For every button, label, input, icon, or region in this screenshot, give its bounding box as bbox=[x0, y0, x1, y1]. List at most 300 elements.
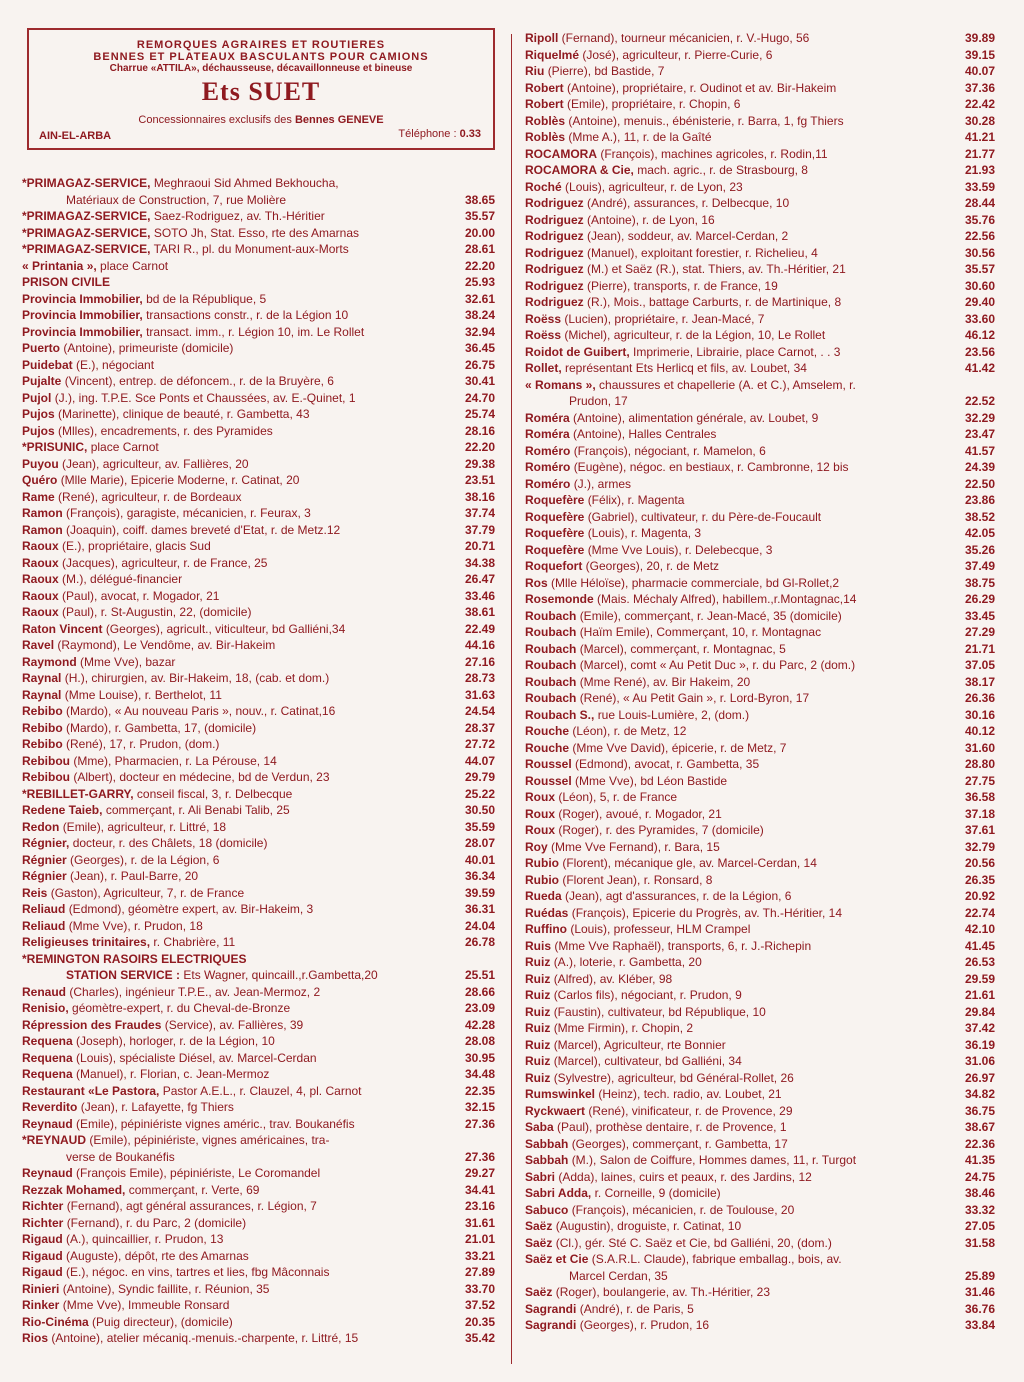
entry-name: Rodriguez bbox=[525, 229, 584, 243]
directory-entry bbox=[22, 1165, 495, 1182]
entry-text bbox=[525, 96, 956, 113]
directory-entry bbox=[22, 472, 495, 489]
entry-phone-number: 37.36 bbox=[964, 80, 995, 95]
entry-name: Roux bbox=[525, 790, 555, 804]
entry-text bbox=[525, 905, 956, 922]
entry-details: Marcel Cerdan, 35 bbox=[569, 1268, 668, 1283]
entry-name: Ruiz bbox=[525, 1037, 551, 1052]
entry-name: Roussel bbox=[525, 757, 572, 771]
entry-details: (Mme Louise), r. Berthelot, 11 bbox=[64, 687, 222, 702]
entry-phone-number: 27.36 bbox=[464, 1116, 495, 1131]
entry-text bbox=[22, 1182, 456, 1199]
entry-name: Roméro bbox=[525, 443, 571, 458]
directory-entry bbox=[22, 439, 495, 456]
directory-entry bbox=[22, 1314, 495, 1331]
entry-phone-number: 30.41 bbox=[464, 374, 495, 388]
directory-entry bbox=[22, 489, 495, 506]
entry-text bbox=[525, 459, 956, 476]
entry-phone-number: 39.59 bbox=[464, 885, 495, 900]
entry-name: Pujalte bbox=[22, 374, 62, 388]
entry-phone-number: 34.38 bbox=[464, 555, 495, 570]
entry-phone-number: 38.24 bbox=[464, 308, 495, 322]
ad-phone-label: Téléphone : bbox=[398, 128, 460, 140]
entry-name: Ravel bbox=[22, 638, 55, 652]
entry-text bbox=[22, 175, 456, 192]
entry-phone-number: 24.75 bbox=[964, 1169, 995, 1184]
entry-text bbox=[22, 324, 456, 341]
directory-entry bbox=[525, 245, 995, 262]
entry-details: (Antoine), menuis., ébénisterie, r. Barra, 1, fg Thiers bbox=[568, 113, 844, 128]
entry-text bbox=[525, 80, 956, 97]
directory-entry bbox=[525, 212, 995, 229]
directory-entry bbox=[22, 819, 495, 836]
entry-name: Rodriguez bbox=[525, 262, 584, 276]
directory-entry bbox=[525, 443, 995, 460]
entry-details: (Faustin), cultivateur, bd République, 10 bbox=[553, 1004, 766, 1019]
entry-phone-number: 36.75 bbox=[964, 1103, 995, 1118]
entry-phone-number: 28.61 bbox=[464, 242, 495, 256]
entry-text bbox=[525, 1185, 956, 1202]
entry-phone-number: 38.65 bbox=[464, 192, 495, 207]
entry-details: (Jean), soddeur, av. Marcel-Cerdan, 2 bbox=[587, 229, 789, 243]
entry-name: Roubach bbox=[525, 625, 577, 639]
entry-details: (E.), propriétaire, glacis Sud bbox=[62, 539, 211, 553]
directory-entry bbox=[525, 558, 995, 575]
entry-name: Richter bbox=[22, 1215, 64, 1230]
entry-details: (Antoine), primeuriste (domicile) bbox=[63, 341, 234, 355]
entry-details: (Jean), r. Paul-Barre, 20 bbox=[70, 869, 199, 883]
entry-phone-number: 38.61 bbox=[464, 605, 495, 619]
entry-details: (M.) et Saëz (R.), stat. Thiers, av. Th.-Héritier, 21 bbox=[587, 262, 846, 276]
entry-details: (Mardo), r. Gambetta, 17, (domicile) bbox=[66, 720, 257, 735]
entry-details: (François), machines agricoles, r. Rodin,11 bbox=[600, 146, 828, 161]
entry-text bbox=[525, 1284, 956, 1301]
entry-text bbox=[22, 687, 456, 704]
entry-name: Ruffino bbox=[525, 922, 567, 936]
entry-phone-number: 37.05 bbox=[964, 658, 995, 672]
directory-entry bbox=[22, 604, 495, 621]
directory-entry bbox=[22, 456, 495, 473]
entry-text bbox=[22, 192, 456, 209]
right-column bbox=[525, 30, 995, 1334]
directory-entry bbox=[22, 1050, 495, 1067]
directory-entry bbox=[525, 360, 995, 377]
directory-entry bbox=[22, 984, 495, 1001]
entry-text bbox=[22, 835, 456, 852]
entry-text bbox=[525, 1037, 956, 1054]
entry-details: (M.), Salon de Coiffure, Hommes dames, 11, r. Turgot bbox=[571, 1153, 857, 1167]
entry-phone-number: 38.52 bbox=[964, 509, 995, 524]
entry-details: (Antoine), alimentation générale, av. Loubet, 9 bbox=[573, 410, 819, 425]
entry-name: Ros bbox=[525, 575, 548, 590]
entry-details: (A.), quincaillier, r. Prudon, 13 bbox=[66, 1232, 224, 1246]
entry-name: Rebibo bbox=[22, 737, 63, 751]
directory-entry bbox=[525, 542, 995, 559]
entry-text bbox=[22, 736, 456, 753]
directory-entry bbox=[22, 1033, 495, 1050]
entry-name: Roux bbox=[525, 823, 555, 837]
entry-name: Ramon bbox=[22, 522, 63, 537]
entry-phone-number: 36.34 bbox=[464, 869, 495, 883]
entry-details: (Emile), pépiniériste, vignes américaines, tra- bbox=[89, 1133, 330, 1147]
entry-text bbox=[525, 476, 956, 493]
entry-phone-number: 32.79 bbox=[964, 839, 995, 854]
entry-phone-number: 26.35 bbox=[964, 872, 995, 887]
entry-phone-number: 40.01 bbox=[464, 852, 495, 867]
entry-text bbox=[525, 723, 956, 740]
entry-details: (Roger), avoué, r. Mogador, 21 bbox=[558, 806, 722, 821]
entry-text bbox=[22, 274, 456, 291]
entry-name: Raoux bbox=[22, 605, 59, 619]
entry-name: Puidebat bbox=[22, 357, 73, 372]
entry-details: (Mlles), encadrements, r. des Pyramides bbox=[58, 423, 273, 438]
directory-entry bbox=[22, 852, 495, 869]
entry-name: Régnier bbox=[22, 852, 67, 867]
directory-entry bbox=[525, 1053, 995, 1070]
entry-text bbox=[22, 1231, 456, 1248]
entry-name: « Printania », bbox=[22, 258, 97, 273]
entry-text bbox=[22, 456, 456, 473]
entry-name: Roubach bbox=[525, 691, 577, 705]
directory-entry bbox=[525, 1268, 995, 1285]
entry-details: (Marcel), Agriculteur, rte Bonnier bbox=[553, 1037, 726, 1052]
entry-text bbox=[22, 472, 456, 489]
entry-name: Rumswinkel bbox=[525, 1087, 596, 1101]
entry-name: Rame bbox=[22, 489, 55, 504]
entry-name: Ruiz bbox=[525, 1004, 551, 1019]
directory-entry bbox=[525, 1284, 995, 1301]
entry-details: r. Corneille, 9 (domicile) bbox=[594, 1186, 721, 1200]
entry-details: (Marcel), cultivateur, bd Galliéni, 34 bbox=[553, 1054, 742, 1068]
entry-details: (René), agriculteur, r. de Bordeaux bbox=[58, 489, 242, 504]
directory-entry bbox=[525, 344, 995, 361]
entry-name: Rueda bbox=[525, 889, 562, 903]
entry-name: Roux bbox=[525, 806, 555, 821]
entry-details: (Paul), avocat, r. Mogador, 21 bbox=[62, 588, 220, 603]
entry-text bbox=[22, 967, 456, 984]
entry-phone-number: 28.07 bbox=[464, 836, 495, 850]
entry-phone-number: 24.04 bbox=[464, 918, 495, 933]
directory-entry bbox=[525, 806, 995, 823]
ad-city: AIN-EL-ARBA bbox=[39, 130, 112, 142]
entry-phone-number: 35.57 bbox=[964, 262, 995, 276]
directory-entry bbox=[22, 868, 495, 885]
entry-name: *REBILLET-GARRY, bbox=[22, 786, 134, 801]
entry-name: Puerto bbox=[22, 341, 61, 355]
directory-entry bbox=[22, 1198, 495, 1215]
entry-details: (Mme Vve), r. Prudon, 18 bbox=[68, 918, 203, 933]
entry-details: (E.), négociant bbox=[76, 357, 155, 372]
entry-text bbox=[525, 1317, 956, 1334]
entry-text bbox=[22, 538, 456, 555]
entry-text bbox=[525, 987, 956, 1004]
entry-details: (Mme René), av. Bir Hakeim, 20 bbox=[579, 674, 751, 689]
entry-text bbox=[525, 377, 956, 394]
entry-details: (Antoine), atelier mécaniq.-menuis.-charpente, r. Littré, 15 bbox=[51, 1331, 359, 1345]
directory-entry bbox=[525, 591, 995, 608]
entry-name: Rodriguez bbox=[525, 278, 584, 293]
entry-text bbox=[525, 360, 956, 377]
directory-entry bbox=[22, 753, 495, 770]
entry-details: (Joseph), horloger, r. de la Légion, 10 bbox=[76, 1034, 275, 1048]
entry-phone-number: 35.76 bbox=[964, 212, 995, 227]
entry-details: chaussures et chapellerie (A. et C.), Amselem, r. bbox=[599, 377, 856, 392]
entry-phone-number: 24.54 bbox=[464, 704, 495, 718]
entry-phone-number: 23.56 bbox=[964, 344, 995, 359]
entry-details: transact. imm., r. Légion 10, im. Le Rollet bbox=[146, 324, 365, 339]
entry-text bbox=[525, 426, 956, 443]
entry-text bbox=[22, 1281, 456, 1298]
entry-text bbox=[525, 806, 956, 823]
entry-text bbox=[525, 1251, 956, 1268]
entry-name: Requena bbox=[22, 1067, 73, 1081]
entry-phone-number: 24.39 bbox=[964, 460, 995, 474]
entry-text bbox=[525, 129, 956, 146]
entry-phone-number: 27.05 bbox=[964, 1219, 995, 1233]
entry-name: Reliaud bbox=[22, 918, 66, 933]
entry-phone-number: 28.16 bbox=[464, 423, 495, 438]
entry-details: (J.), armes bbox=[573, 476, 632, 491]
entry-phone-number: 40.07 bbox=[964, 64, 995, 78]
directory-entry bbox=[525, 1020, 995, 1037]
entry-phone-number: 44.16 bbox=[464, 638, 495, 652]
directory-entry bbox=[525, 921, 995, 938]
entry-phone-number: 27.89 bbox=[464, 1265, 495, 1279]
entry-name: *REMINGTON RASOIRS ELECTRIQUES bbox=[22, 951, 247, 966]
directory-entry bbox=[22, 901, 495, 918]
entry-phone-number: 36.19 bbox=[964, 1037, 995, 1052]
entry-text bbox=[22, 1050, 456, 1067]
entry-phone-number: 35.59 bbox=[464, 819, 495, 834]
directory-entry bbox=[525, 855, 995, 872]
entry-name: Raoux bbox=[22, 539, 59, 553]
directory-entry bbox=[525, 294, 995, 311]
left-entry-list bbox=[22, 175, 495, 1347]
directory-entry bbox=[22, 654, 495, 671]
directory-entry bbox=[525, 1070, 995, 1087]
entry-text bbox=[22, 1000, 456, 1017]
directory-entry bbox=[22, 1231, 495, 1248]
entry-name: Richter bbox=[22, 1199, 64, 1213]
entry-details: verse de Boukanéfis bbox=[66, 1149, 175, 1164]
entry-phone-number: 26.75 bbox=[464, 357, 495, 372]
entry-text bbox=[525, 443, 956, 460]
entry-phone-number: 29.79 bbox=[464, 770, 495, 784]
entry-text bbox=[525, 492, 956, 509]
entry-text bbox=[525, 740, 956, 757]
entry-text bbox=[525, 921, 956, 938]
directory-entry bbox=[525, 146, 995, 163]
entry-name: Renisio, bbox=[22, 1001, 69, 1015]
entry-text bbox=[22, 918, 456, 935]
entry-name: Saëz bbox=[525, 1219, 553, 1233]
entry-details: SOTO Jh, Stat. Esso, rte des Amarnas bbox=[153, 225, 360, 240]
entry-details: (J.), ing. T.P.E. Sce Ponts et Chaussées, av. E.-Quinet, 1 bbox=[54, 390, 356, 405]
entry-text bbox=[525, 1004, 956, 1021]
entry-text bbox=[22, 208, 456, 225]
entry-details: (François), garagiste, mécanicien, r. Feurax, 3 bbox=[66, 506, 311, 520]
entry-name: Roché bbox=[525, 179, 562, 194]
entry-name: Ramon bbox=[22, 506, 63, 520]
entry-name: Roëss bbox=[525, 328, 562, 342]
entry-details: (Mme Vve Raphaël), transports, 6, r. J.-Richepin bbox=[554, 938, 812, 953]
entry-phone-number: 31.58 bbox=[964, 1235, 995, 1250]
entry-details: (Fernand), tourneur mécanicien, r. V.-Hugo, 56 bbox=[561, 31, 810, 45]
entry-name: Roëss bbox=[525, 311, 562, 326]
entry-text bbox=[22, 1149, 456, 1166]
directory-entry bbox=[22, 208, 495, 225]
entry-name: Rinieri bbox=[22, 1281, 60, 1296]
entry-phone-number: 30.16 bbox=[964, 707, 995, 722]
directory-entry bbox=[22, 225, 495, 242]
entry-details: (Haïm Emile), Commerçant, 10, r. Montagnac bbox=[579, 625, 822, 639]
directory-entry bbox=[22, 1083, 495, 1100]
entry-text bbox=[525, 410, 956, 427]
entry-details: (Albert), docteur en médecine, bd de Verdun, 23 bbox=[73, 770, 330, 784]
directory-entry bbox=[525, 789, 995, 806]
entry-text bbox=[525, 179, 956, 196]
directory-entry bbox=[525, 822, 995, 839]
entry-details: (Gabriel), cultivateur, r. du Père-de-Foucault bbox=[587, 509, 822, 524]
entry-name: Rigaud bbox=[22, 1248, 63, 1263]
entry-text bbox=[22, 241, 456, 258]
entry-name: Rebibou bbox=[22, 770, 70, 784]
entry-name: Sabuco bbox=[525, 1202, 569, 1217]
entry-text bbox=[22, 885, 456, 902]
directory-entry bbox=[22, 307, 495, 324]
entry-name: Ruédas bbox=[525, 905, 569, 920]
directory-entry bbox=[22, 687, 495, 704]
entry-text bbox=[22, 1099, 456, 1116]
entry-text bbox=[525, 938, 956, 955]
ad-title: Ets SUET bbox=[201, 77, 321, 106]
entry-name: Sagrandi bbox=[525, 1318, 577, 1332]
entry-text bbox=[22, 819, 456, 836]
entry-details: (Marinette), clinique de beauté, r. Gambetta, 43 bbox=[58, 407, 310, 421]
entry-phone-number: 31.60 bbox=[964, 740, 995, 755]
entry-phone-number: 37.79 bbox=[464, 522, 495, 537]
entry-details: (Louis), spécialiste Diésel, av. Marcel-Cerdan bbox=[76, 1050, 317, 1065]
entry-name: Raton Vincent bbox=[22, 621, 103, 636]
entry-phone-number: 31.61 bbox=[464, 1215, 495, 1230]
entry-details: (Louis), professeur, HLM Crampel bbox=[570, 922, 751, 936]
entry-text bbox=[525, 311, 956, 328]
entry-name: Ruiz bbox=[525, 955, 551, 969]
directory-entry bbox=[22, 175, 495, 192]
entry-details: (Paul), r. St-Augustin, 22, (domicile) bbox=[62, 605, 252, 619]
entry-name: Répression des Fraudes bbox=[22, 1017, 162, 1032]
entry-name: Raymond bbox=[22, 654, 77, 669]
directory-entry bbox=[525, 707, 995, 724]
directory-entry bbox=[525, 327, 995, 344]
entry-phone-number: 38.16 bbox=[464, 489, 495, 504]
entry-name: Roquefère bbox=[525, 509, 585, 524]
entry-name: Roméro bbox=[525, 476, 571, 491]
entry-details: (Jean), agriculteur, av. Fallières, 20 bbox=[62, 456, 249, 471]
entry-details: (Jean), agt d'assurances, r. de la Légion, 6 bbox=[565, 889, 792, 903]
entry-text bbox=[525, 1218, 956, 1235]
entry-details: r. Chabrière, 11 bbox=[153, 935, 236, 949]
entry-phone-number: 27.72 bbox=[464, 737, 495, 751]
directory-entry bbox=[525, 80, 995, 97]
entry-phone-number: 24.70 bbox=[464, 390, 495, 405]
entry-name: *REYNAUD bbox=[22, 1133, 87, 1147]
entry-phone-number: 21.01 bbox=[464, 1232, 495, 1246]
directory-entry bbox=[525, 426, 995, 443]
entry-text bbox=[525, 509, 956, 526]
entry-text bbox=[525, 542, 956, 559]
directory-entry bbox=[525, 1136, 995, 1153]
entry-phone-number: 41.21 bbox=[964, 130, 995, 144]
entry-name: Religieuses trinitaires, bbox=[22, 935, 151, 949]
entry-text bbox=[22, 340, 456, 357]
entry-text bbox=[22, 637, 456, 654]
entry-name: Rezzak Mohamed, bbox=[22, 1182, 126, 1197]
entry-phone-number: 22.42 bbox=[964, 97, 995, 111]
directory-entry bbox=[525, 509, 995, 526]
entry-text bbox=[22, 522, 456, 539]
entry-name: Provincia Immobilier, bbox=[22, 308, 143, 322]
directory-entry bbox=[22, 720, 495, 737]
entry-name: PRISON CIVILE bbox=[22, 275, 111, 289]
entry-phone-number: 34.41 bbox=[464, 1182, 495, 1197]
directory-entry bbox=[22, 423, 495, 440]
entry-name: Robert bbox=[525, 97, 564, 111]
entry-details: (Alfred), av. Kléber, 98 bbox=[553, 971, 673, 986]
entry-name: Roubach bbox=[525, 674, 577, 689]
entry-details: (Augustin), droguiste, r. Catinat, 10 bbox=[555, 1219, 742, 1233]
entry-details: (René), « Au Petit Gain », r. Lord-Byron, 17 bbox=[579, 691, 810, 705]
entry-phone-number: 32.29 bbox=[964, 410, 995, 425]
entry-name: Robert bbox=[525, 80, 564, 95]
entry-details: conseil fiscal, 3, r. Delbecque bbox=[136, 786, 293, 801]
entry-name: Roblès bbox=[525, 113, 566, 128]
entry-details: Matériaux de Construction, 7, rue Molière bbox=[66, 192, 287, 207]
entry-phone-number: 28.80 bbox=[964, 757, 995, 771]
directory-entry bbox=[22, 951, 495, 968]
entry-name: Roméra bbox=[525, 427, 570, 441]
entry-text bbox=[22, 1116, 456, 1133]
directory-entry bbox=[22, 670, 495, 687]
entry-text bbox=[22, 258, 456, 275]
ad-line-2: BENNES ET PLATEAUX BASCULANTS POUR CAMIONS bbox=[93, 51, 429, 63]
entry-phone-number: 28.37 bbox=[464, 720, 495, 735]
directory-entry bbox=[22, 786, 495, 803]
entry-text bbox=[22, 1198, 456, 1215]
directory-entry bbox=[22, 258, 495, 275]
entry-phone-number: 27.75 bbox=[964, 773, 995, 788]
entry-name: Quéro bbox=[22, 473, 58, 487]
entry-text bbox=[22, 390, 456, 407]
directory-entry bbox=[525, 162, 995, 179]
entry-text bbox=[525, 525, 956, 542]
entry-phone-number: 41.57 bbox=[964, 443, 995, 458]
entry-name: STATION SERVICE : bbox=[66, 968, 181, 982]
entry-phone-number: 32.15 bbox=[464, 1100, 495, 1114]
entry-details: (François), mécanicien, r. de Toulouse, 20 bbox=[571, 1202, 795, 1217]
directory-entry bbox=[525, 641, 995, 658]
directory-entry bbox=[525, 971, 995, 988]
entry-details: Ets Wagner, quincaill.,r.Gambetta,20 bbox=[183, 968, 378, 982]
entry-text bbox=[525, 690, 956, 707]
entry-details: Pastor A.E.L., r. Clauzel, 4, pl. Carnot bbox=[162, 1083, 362, 1098]
entry-name: Saëz bbox=[525, 1285, 553, 1299]
entry-text bbox=[22, 1132, 456, 1149]
entry-phone-number: 37.74 bbox=[464, 506, 495, 520]
entry-details: transactions constr., r. de la Légion 10 bbox=[146, 308, 349, 322]
entry-details: (Antoine), propriétaire, r. Oudinot et av. Bir-Hakeim bbox=[567, 80, 837, 95]
entry-name: Roméra bbox=[525, 410, 570, 425]
